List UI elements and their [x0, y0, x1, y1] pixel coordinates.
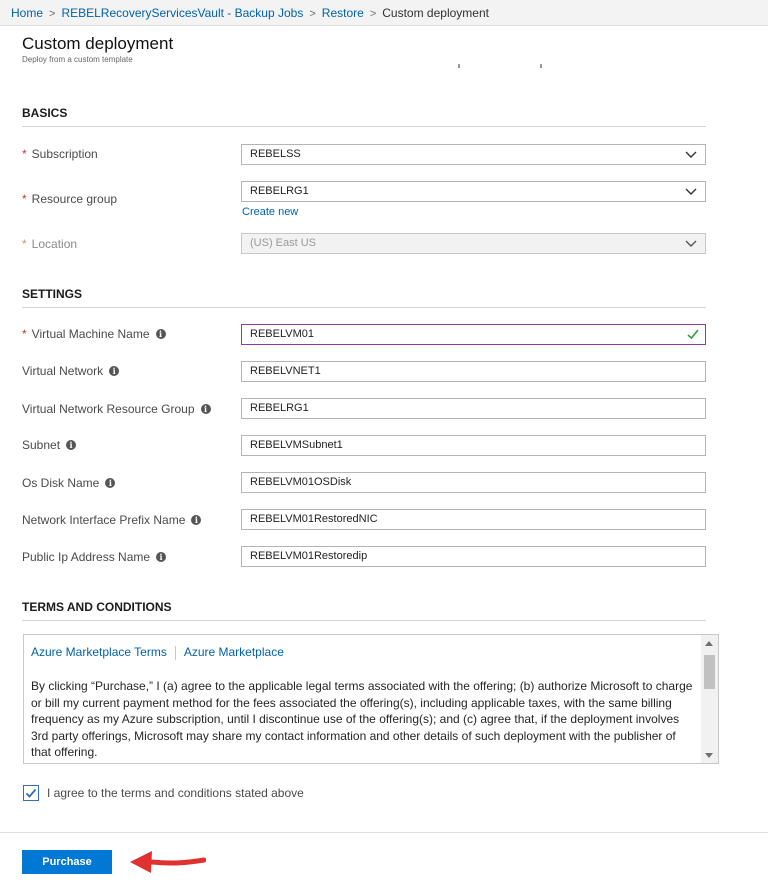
- subnet-label: Subnet i: [22, 438, 76, 452]
- terms-scrollbar[interactable]: [701, 635, 718, 763]
- agree-terms-label: I agree to the terms and conditions stated above: [47, 786, 304, 800]
- required-marker: *: [22, 237, 27, 251]
- scroll-up-icon[interactable]: [705, 641, 713, 646]
- info-icon[interactable]: i: [201, 404, 211, 414]
- info-icon[interactable]: i: [156, 552, 166, 562]
- chevron-right-icon: >: [369, 8, 377, 20]
- chevron-right-icon: >: [49, 8, 56, 20]
- virtual-network-input-text[interactable]: [250, 362, 670, 381]
- subnet-input[interactable]: [241, 435, 706, 456]
- location-select: (US) East US: [241, 233, 706, 254]
- vnet-resource-group-label: Virtual Network Resource Group i: [22, 402, 211, 416]
- terms-text: By clicking “Purchase,” I (a) agree to the applicable legal terms associated with the offering; (b) authorize Microsoft to charge or bill my current payment method for the fees associated the offering(s), including applicable taxes, with the same billing frequency as my Azure subscription, until I discontinue use of the offering(s); and (c) agree that, if the deployment involves 3rd party offerings, Microsoft may share my contact information and other details of such deployment with the publisher of that offering.: [31, 679, 693, 759]
- vnet-resource-group-input[interactable]: [241, 398, 706, 419]
- basics-divider: [22, 126, 706, 127]
- vm-name-label: * Virtual Machine Name i: [22, 327, 166, 341]
- checkmark-icon: [687, 327, 699, 341]
- nic-prefix-name-label: Network Interface Prefix Name i: [22, 513, 201, 527]
- required-marker: *: [22, 147, 27, 161]
- agree-terms-row[interactable]: [23, 785, 304, 801]
- info-icon[interactable]: i: [191, 515, 201, 525]
- vm-name-input-text[interactable]: [250, 325, 670, 344]
- breadcrumb: [0, 0, 768, 26]
- create-new-link[interactable]: Create new: [242, 206, 299, 218]
- vm-name-input[interactable]: [241, 324, 706, 345]
- chevron-down-icon: [685, 182, 697, 201]
- vnet-resource-group-input-text[interactable]: [250, 399, 670, 418]
- red-arrow-icon: [126, 848, 206, 876]
- terms-divider: [22, 620, 706, 621]
- marketplace-link[interactable]: Azure Marketplace: [183, 645, 284, 659]
- marketplace-terms-link[interactable]: Azure Marketplace Terms: [31, 645, 167, 659]
- settings-divider: [22, 307, 706, 308]
- chevron-down-icon: [685, 234, 697, 253]
- required-marker: *: [22, 327, 27, 341]
- subnet-input-text[interactable]: [250, 436, 670, 455]
- chevron-right-icon: >: [309, 8, 316, 20]
- terms-box[interactable]: [23, 634, 719, 764]
- breadcrumb-home[interactable]: Home: [11, 6, 44, 20]
- nic-prefix-name-input-text[interactable]: [250, 510, 670, 529]
- terms-links: [31, 645, 284, 660]
- scroll-down-icon[interactable]: [705, 753, 713, 758]
- virtual-network-label: Virtual Network i: [22, 364, 119, 378]
- chevron-down-icon: [685, 145, 697, 164]
- public-ip-name-input[interactable]: [241, 546, 706, 567]
- checkmark-icon: [25, 787, 37, 799]
- os-disk-name-input-text[interactable]: [250, 473, 670, 492]
- terms-heading: TERMS AND CONDITIONS: [22, 600, 172, 614]
- info-icon[interactable]: i: [66, 440, 76, 450]
- subscription-label: * Subscription: [22, 147, 98, 161]
- breadcrumb-current: Custom deployment: [382, 6, 489, 20]
- basics-heading: BASICS: [22, 106, 68, 120]
- required-marker: *: [22, 192, 27, 206]
- resource-group-select[interactable]: REBELRG1: [241, 181, 706, 202]
- os-disk-name-input[interactable]: [241, 472, 706, 493]
- divider: [175, 646, 176, 660]
- public-ip-name-input-text[interactable]: [250, 547, 670, 566]
- page-subtitle: Deploy from a custom template: [22, 55, 133, 64]
- virtual-network-input[interactable]: [241, 361, 706, 382]
- scroll-thumb[interactable]: [704, 655, 715, 689]
- breadcrumb-restore[interactable]: Restore: [321, 6, 364, 20]
- footer-divider: [0, 832, 768, 833]
- location-label: * Location: [22, 237, 78, 251]
- info-icon[interactable]: i: [156, 329, 166, 339]
- public-ip-name-label: Public Ip Address Name i: [22, 550, 166, 564]
- info-icon[interactable]: i: [105, 478, 115, 488]
- breadcrumb-backup-jobs[interactable]: REBELRecoveryServicesVault - Backup Jobs: [61, 6, 304, 20]
- nic-prefix-name-input[interactable]: [241, 509, 706, 530]
- os-disk-name-label: Os Disk Name i: [22, 476, 115, 490]
- settings-heading: SETTINGS: [22, 287, 83, 301]
- subscription-select[interactable]: REBELSS: [241, 144, 706, 165]
- clipped-content-edge: [420, 64, 580, 70]
- page-title: Custom deployment: [22, 34, 174, 53]
- purchase-button[interactable]: Purchase: [22, 850, 112, 874]
- info-icon[interactable]: i: [109, 366, 119, 376]
- agree-terms-checkbox[interactable]: [23, 785, 39, 801]
- resource-group-label: * Resource group: [22, 192, 118, 206]
